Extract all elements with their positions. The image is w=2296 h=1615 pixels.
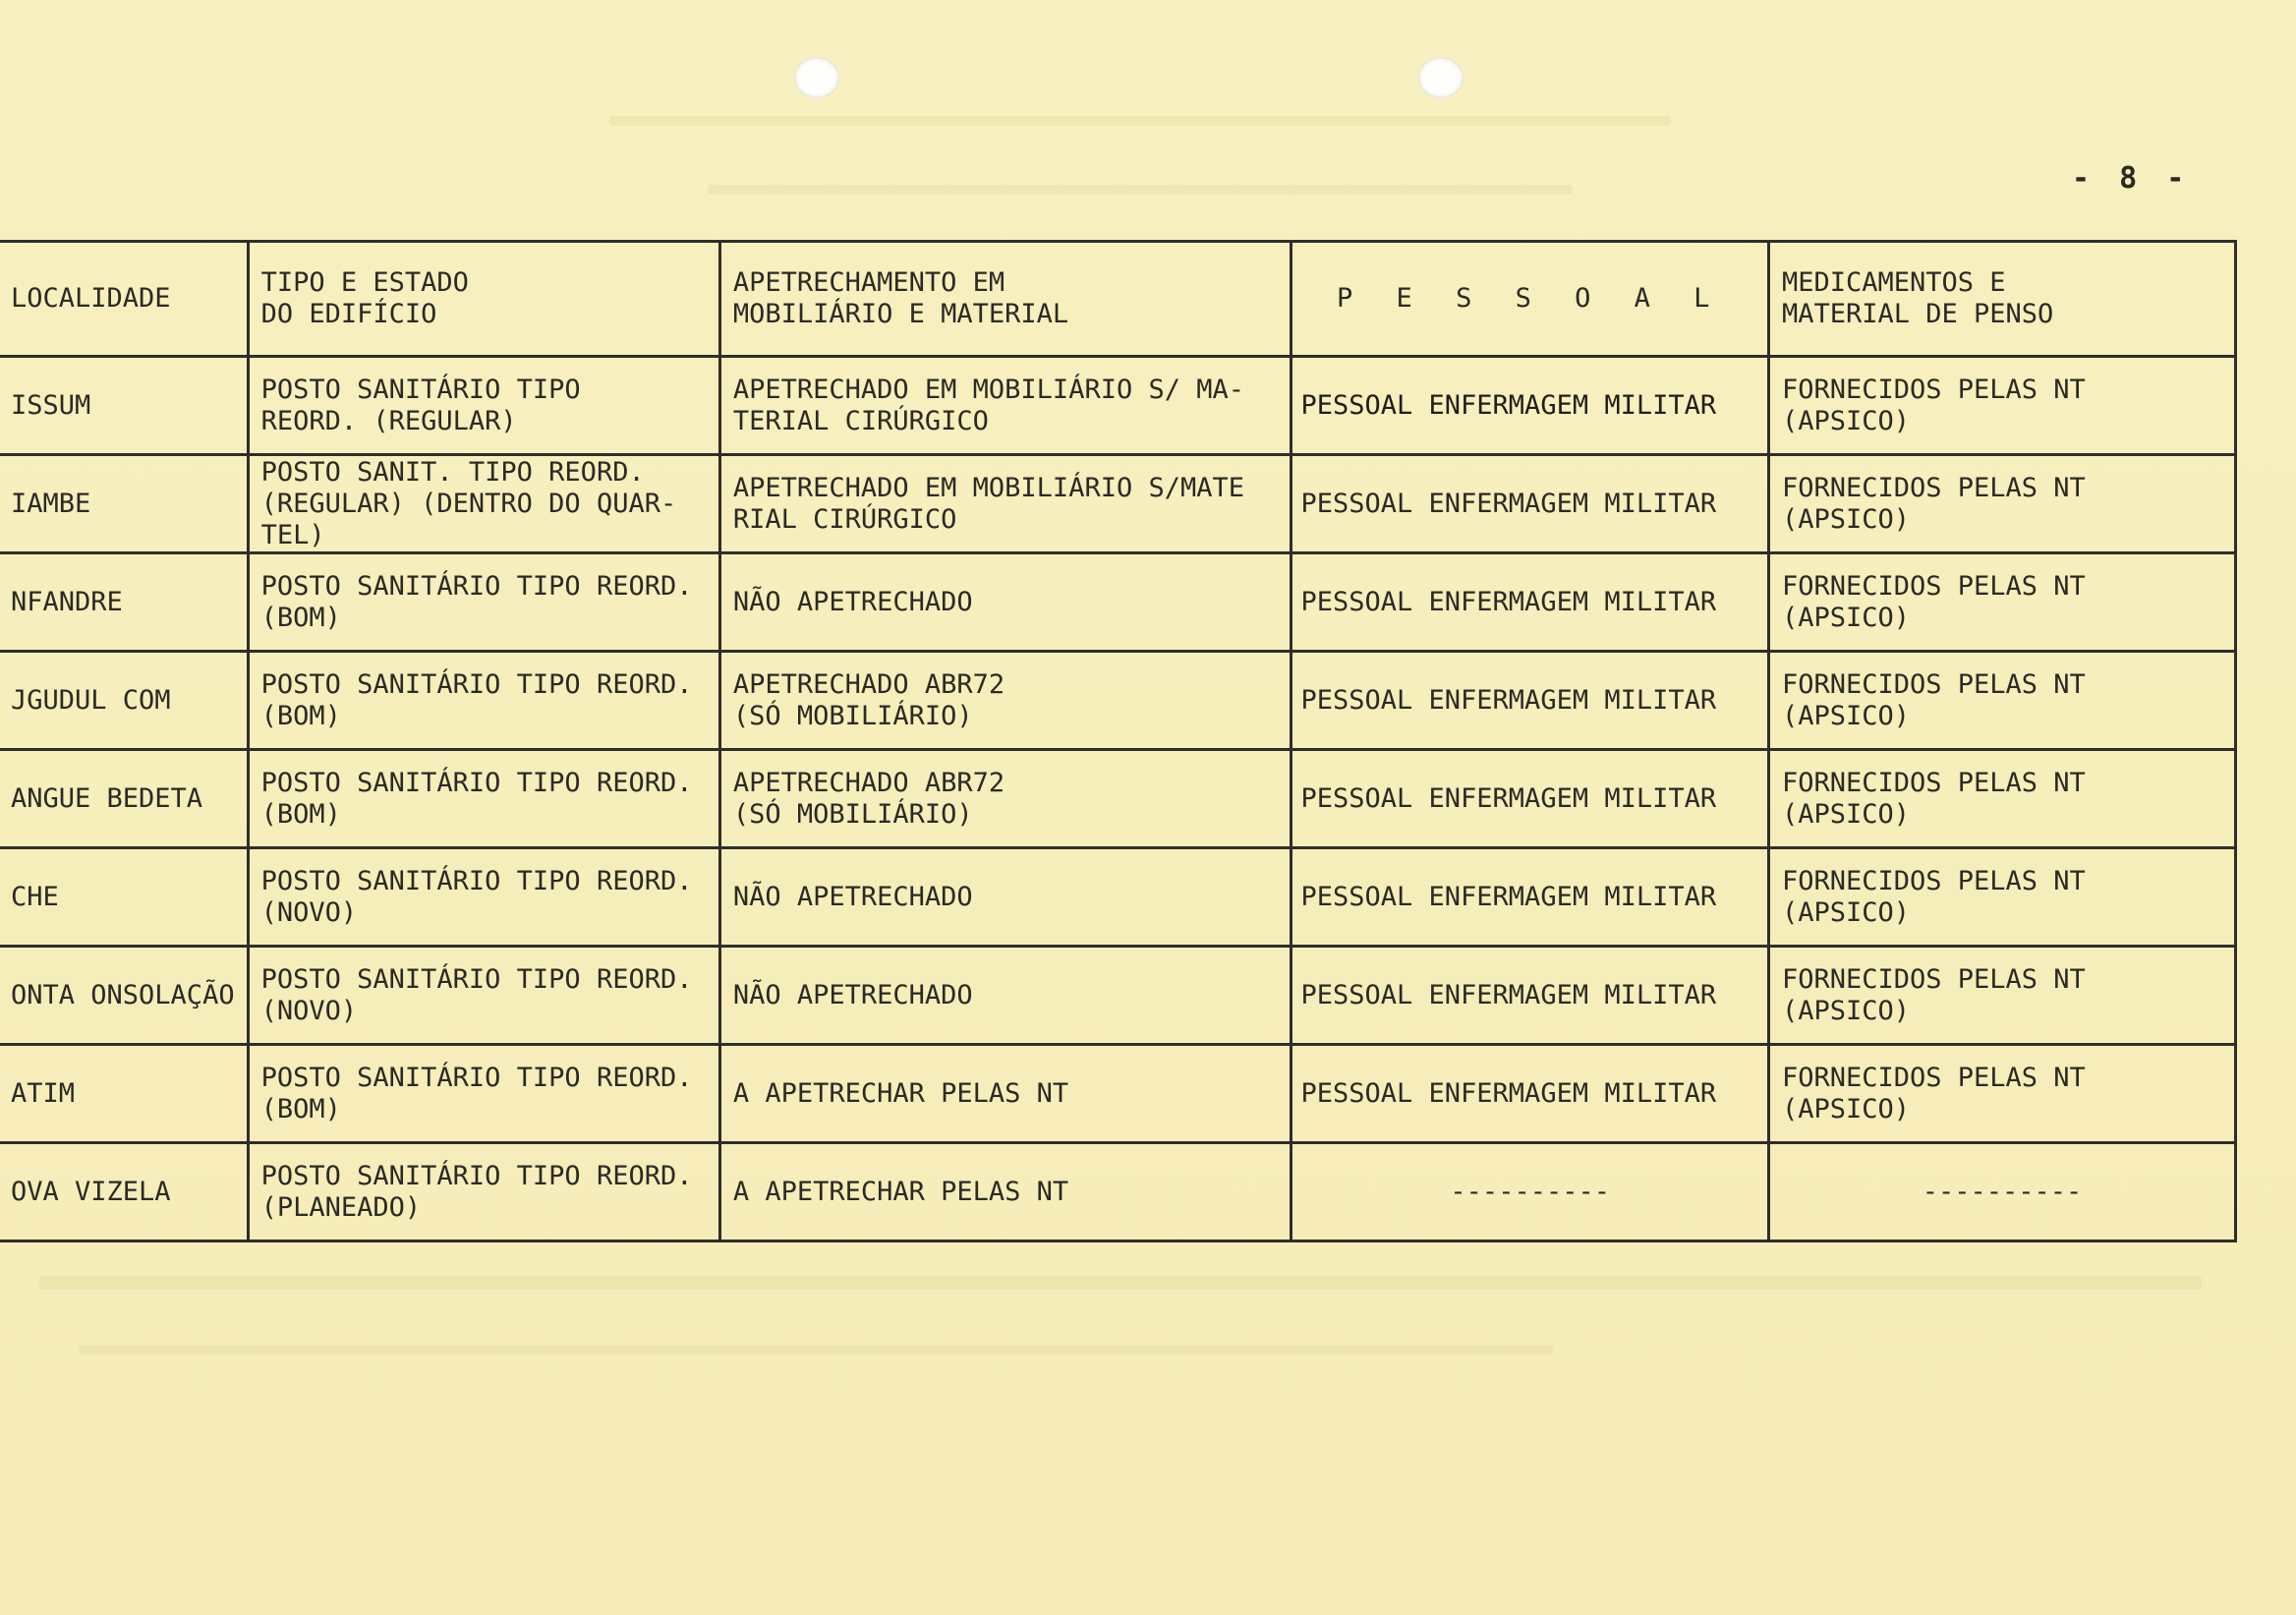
table-row bbox=[0, 750, 2236, 848]
cell-pessoal: PESSOAL ENFERMAGEM MILITAR bbox=[1292, 1045, 1768, 1143]
cell-pessoal: PESSOAL ENFERMAGEM MILITAR bbox=[1292, 455, 1768, 553]
cell-tipo: POSTO SANITÁRIO TIPO REORD. (BOM) bbox=[248, 1045, 719, 1143]
cell-localidade: ONTA ONSOLAÇÃO bbox=[0, 947, 248, 1045]
cell-tipo: POSTO SANITÁRIO TIPO REORD. (NOVO) bbox=[248, 947, 719, 1045]
cell-localidade: IAMBE bbox=[0, 455, 248, 553]
cell-tipo: POSTO SANITÁRIO TIPO REORD. (BOM) bbox=[248, 750, 719, 848]
cell-localidade: ISSUM bbox=[0, 357, 248, 455]
table-row bbox=[0, 947, 2236, 1045]
cell-medicamentos: FORNECIDOS PELAS NT (APSICO) bbox=[1768, 455, 2235, 553]
header-localidade: LOCALIDADE bbox=[0, 242, 248, 357]
punch-hole-left bbox=[794, 57, 839, 98]
cell-apetrechamento: NÃO APETRECHADO bbox=[719, 553, 1292, 652]
cell-pessoal: PESSOAL ENFERMAGEM MILITAR bbox=[1292, 947, 1768, 1045]
header-apetrechamento: APETRECHAMENTO EM MOBILIÁRIO E MATERIAL bbox=[719, 242, 1292, 357]
cell-localidade: ANGUE BEDETA bbox=[0, 750, 248, 848]
cell-tipo: POSTO SANITÁRIO TIPO REORD. (BOM) bbox=[248, 652, 719, 750]
cell-tipo: POSTO SANIT. TIPO REORD. (REGULAR) (DENTRO DO QUAR- TEL) bbox=[248, 455, 719, 553]
bleed-through-line bbox=[79, 1345, 1553, 1355]
cell-apetrechamento: NÃO APETRECHADO bbox=[719, 848, 1292, 947]
cell-medicamentos: FORNECIDOS PELAS NT (APSICO) bbox=[1768, 947, 2235, 1045]
cell-apetrechamento: APETRECHADO ABR72 (SÓ MOBILIÁRIO) bbox=[719, 652, 1292, 750]
cell-apetrechamento: NÃO APETRECHADO bbox=[719, 947, 1292, 1045]
table-header-row bbox=[0, 242, 2236, 357]
cell-pessoal: PESSOAL ENFERMAGEM MILITAR bbox=[1292, 357, 1768, 455]
header-medicamentos: MEDICAMENTOS E MATERIAL DE PENSO bbox=[1768, 242, 2235, 357]
cell-medicamentos: ---------- bbox=[1768, 1143, 2235, 1241]
cell-apetrechamento: APETRECHADO EM MOBILIÁRIO S/MATE RIAL CIRÚRGICO bbox=[719, 455, 1292, 553]
cell-pessoal: PESSOAL ENFERMAGEM MILITAR bbox=[1292, 848, 1768, 947]
header-tipo-estado: TIPO E ESTADO DO EDIFÍCIO bbox=[248, 242, 719, 357]
bleed-through-line bbox=[609, 116, 1671, 126]
table-row bbox=[0, 848, 2236, 947]
cell-localidade: NFANDRE bbox=[0, 553, 248, 652]
cell-medicamentos: FORNECIDOS PELAS NT (APSICO) bbox=[1768, 357, 2235, 455]
cell-localidade: JGUDUL COM bbox=[0, 652, 248, 750]
table-row bbox=[0, 1143, 2236, 1241]
cell-localidade: OVA VIZELA bbox=[0, 1143, 248, 1241]
cell-apetrechamento: A APETRECHAR PELAS NT bbox=[719, 1143, 1292, 1241]
cell-apetrechamento: APETRECHADO ABR72 (SÓ MOBILIÁRIO) bbox=[719, 750, 1292, 848]
cell-pessoal: PESSOAL ENFERMAGEM MILITAR bbox=[1292, 652, 1768, 750]
cell-medicamentos: FORNECIDOS PELAS NT (APSICO) bbox=[1768, 1045, 2235, 1143]
cell-tipo: POSTO SANITÁRIO TIPO REORD. (REGULAR) bbox=[248, 357, 719, 455]
cell-apetrechamento: A APETRECHAR PELAS NT bbox=[719, 1045, 1292, 1143]
table-row bbox=[0, 553, 2236, 652]
cell-medicamentos: FORNECIDOS PELAS NT (APSICO) bbox=[1768, 750, 2235, 848]
cell-localidade: ATIM bbox=[0, 1045, 248, 1143]
cell-medicamentos: FORNECIDOS PELAS NT (APSICO) bbox=[1768, 652, 2235, 750]
cell-medicamentos: FORNECIDOS PELAS NT (APSICO) bbox=[1768, 553, 2235, 652]
cell-tipo: POSTO SANITÁRIO TIPO REORD. (PLANEADO) bbox=[248, 1143, 719, 1241]
table-row bbox=[0, 652, 2236, 750]
table-row bbox=[0, 357, 2236, 455]
cell-localidade: CHE bbox=[0, 848, 248, 947]
cell-pessoal: PESSOAL ENFERMAGEM MILITAR bbox=[1292, 750, 1768, 848]
cell-tipo: POSTO SANITÁRIO TIPO REORD. (BOM) bbox=[248, 553, 719, 652]
table-row bbox=[0, 1045, 2236, 1143]
cell-pessoal: PESSOAL ENFERMAGEM MILITAR bbox=[1292, 553, 1768, 652]
health-posts-table bbox=[0, 240, 2237, 1242]
cell-pessoal: ---------- bbox=[1292, 1143, 1768, 1241]
page-number: - 8 - bbox=[2072, 161, 2191, 196]
bleed-through-line bbox=[708, 185, 1573, 195]
header-pessoal: P E S S O A L bbox=[1292, 242, 1768, 357]
cell-apetrechamento: APETRECHADO EM MOBILIÁRIO S/ MA- TERIAL CIRÚRGICO bbox=[719, 357, 1292, 455]
cell-medicamentos: FORNECIDOS PELAS NT (APSICO) bbox=[1768, 848, 2235, 947]
bleed-through-line bbox=[39, 1276, 2202, 1290]
table-row bbox=[0, 455, 2236, 553]
cell-tipo: POSTO SANITÁRIO TIPO REORD. (NOVO) bbox=[248, 848, 719, 947]
punch-hole-right bbox=[1418, 57, 1464, 98]
